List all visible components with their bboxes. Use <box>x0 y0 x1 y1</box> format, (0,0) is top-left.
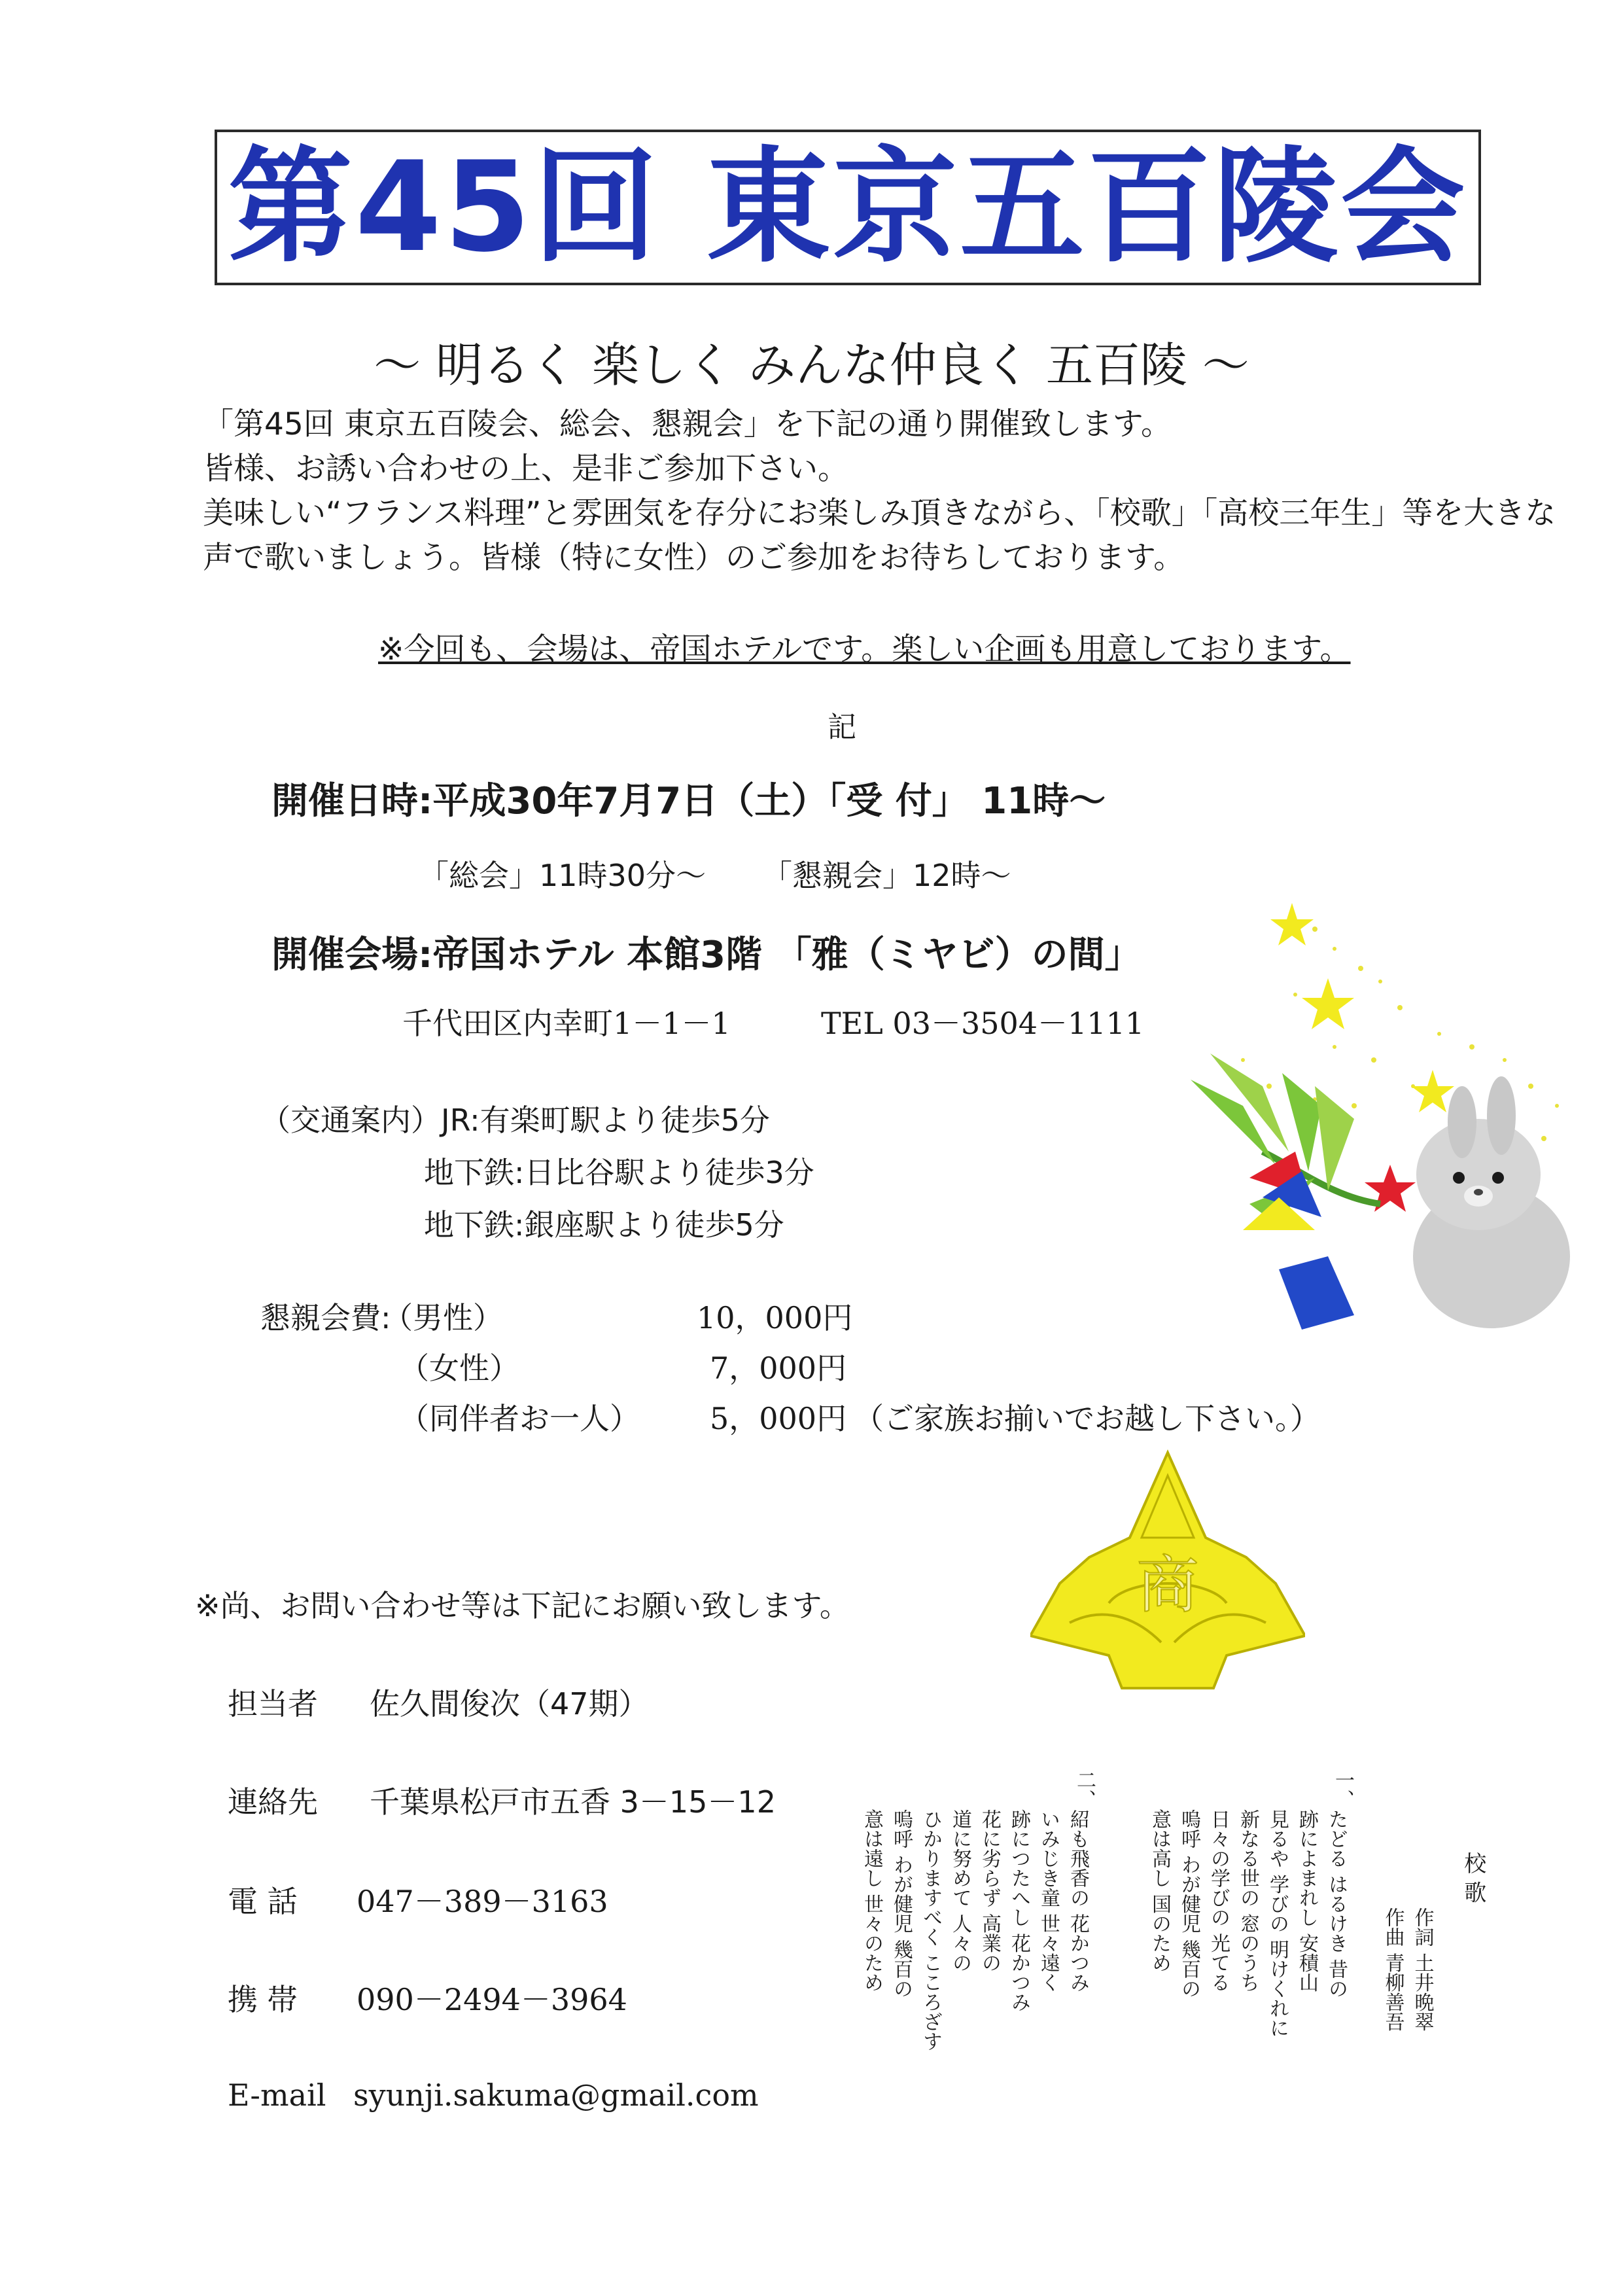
event-date-label: 開催日時: <box>271 780 433 822</box>
verse-line: 嗚呼 わが健児 幾百の <box>890 1809 913 1999</box>
verse-line: 花に劣らず 高業の <box>978 1809 1001 1973</box>
verse-line: 意は遠し 世々のため <box>860 1809 883 1992</box>
fee-who: （男性） <box>383 1300 503 1335</box>
contact-name: 佐久間俊次（47期） <box>370 1686 649 1722</box>
fee-note: （ご家族お揃いでお越し下さい。） <box>854 1401 1320 1436</box>
rabbit-icon <box>1413 1076 1570 1328</box>
contact-address: 千葉県松戸市五香 3－15－12 <box>370 1784 776 1820</box>
ki-mark: 記 <box>828 711 856 744</box>
contact-label: E-mail <box>228 2077 326 2113</box>
verse-line: 日々の学びの 光てる <box>1207 1809 1230 1992</box>
song-verse-2 <box>831 1770 1099 2071</box>
intro-line: 声で歌いましょう。皆様（特に女性）のご参加をお待ちしております。 <box>203 540 1185 576</box>
fee-amount: 5，000円 <box>710 1401 847 1436</box>
song-credit: 作曲 青柳善吾 <box>1381 1907 1405 2032</box>
school-emblem <box>1030 1446 1305 1701</box>
contact-label: 担当者 <box>228 1686 318 1722</box>
song-heading: 校 歌 <box>1459 1852 1486 1903</box>
intro-paragraph <box>203 402 1556 581</box>
verse-line: 新なる世の 窓のうち <box>1236 1809 1259 1992</box>
fee-who: （同伴者お一人） <box>399 1401 640 1436</box>
verse-line: 一、 <box>1331 1770 1354 1809</box>
verse-line: 跡によまれし 安積山 <box>1295 1809 1318 1992</box>
event-date <box>271 772 1106 824</box>
access-hibiya: 地下鉄:日比谷駅より徒歩3分 <box>424 1155 814 1190</box>
access-ginza: 地下鉄:銀座駅より徒歩5分 <box>424 1207 784 1243</box>
venue-notice: ※今回も、会場は、帝国ホテルです。楽しい企画も用意しております。 <box>378 631 1351 667</box>
fee-label: 懇親会費: <box>260 1300 391 1335</box>
intro-line: 皆様、お誘い合わせの上、是非ご参加下さい。 <box>203 451 848 487</box>
verse-line: 道に努めて 人々の <box>949 1809 971 1973</box>
session-party: 「懇親会」12時～ <box>762 858 1011 893</box>
verse-line: 嗚呼 わが健児 幾百の <box>1178 1809 1200 1999</box>
event-venue-label: 開催会場: <box>271 934 433 976</box>
event-venue-value: 帝国ホテル 本館3階 「雅（ミヤビ）の間」 <box>432 934 1142 976</box>
session-general: 「総会」11時30分～ <box>419 858 707 893</box>
star-icon <box>1302 978 1354 1029</box>
verse-line: 見るや 学びの 明けくれに <box>1266 1809 1289 2038</box>
contact-email[interactable]: syunji.sakuma@gmail.com <box>353 2077 759 2113</box>
venue-tel: TEL 03－3504－1111 <box>821 1006 1145 1041</box>
contact-mobile: 090－2494－3964 <box>357 1982 627 2017</box>
title-box <box>215 130 1481 285</box>
access-jr: （交通案内）JR:有楽町駅より徒歩5分 <box>260 1103 770 1138</box>
verse-line: 二、 <box>1073 1770 1096 1809</box>
emblem-character: 商 <box>1136 1549 1199 1621</box>
subtitle: ～ 明るく 楽しく みんな仲良く 五百陵 ～ <box>374 338 1249 393</box>
song-verse-1 <box>1102 1770 1357 2071</box>
venue-address: 千代田区内幸町1－1－1 <box>402 1006 731 1041</box>
event-date-value: 平成30年7月7日（土）「受 付」 11時～ <box>432 780 1106 822</box>
fee-amount: 10，000円 <box>697 1300 853 1335</box>
contact-label: 電 話 <box>228 1884 298 1919</box>
verse-line: ひかりますべく こころざす <box>919 1809 942 2051</box>
verse-line: 跡につたへし 花かつみ <box>1007 1809 1030 2012</box>
star-icon <box>1270 903 1314 945</box>
verse-line: 紹も飛香の 花かつみ <box>1066 1809 1089 1992</box>
song-credit: 作詞 土井晩翠 <box>1410 1907 1434 2032</box>
contact-label: 携 帯 <box>228 1982 298 2017</box>
contact-intro: ※尚、お問い合わせ等は下記にお願い致します。 <box>195 1588 850 1623</box>
star-icon <box>1411 1070 1454 1112</box>
contact-label: 連絡先 <box>228 1784 318 1820</box>
intro-line: 「第45回 東京五百陵会、総会、懇親会」を下記の通り開催致します。 <box>203 406 1172 442</box>
fee-who: （女性） <box>399 1351 519 1386</box>
intro-line: 美味しい“フランス料理”と雰囲気を存分にお楽しみ頂きながら、「校歌」「高校三年生」等を大きな <box>203 495 1556 532</box>
verse-line: 意は高し 国のため <box>1148 1809 1171 1973</box>
verse-line: いみじき童 世々遠く <box>1037 1809 1060 1992</box>
contact-phone: 047－389－3163 <box>357 1884 608 1919</box>
fee-amount: 7，000円 <box>710 1351 847 1386</box>
tanabata-illustration <box>1164 890 1583 1348</box>
tanzaku-icon <box>1279 1256 1354 1330</box>
page-title: 第45回 東京五百陵会 <box>228 135 1468 279</box>
verse-line: たどる はるけき 昔の <box>1325 1809 1348 1999</box>
event-venue <box>271 926 1142 978</box>
